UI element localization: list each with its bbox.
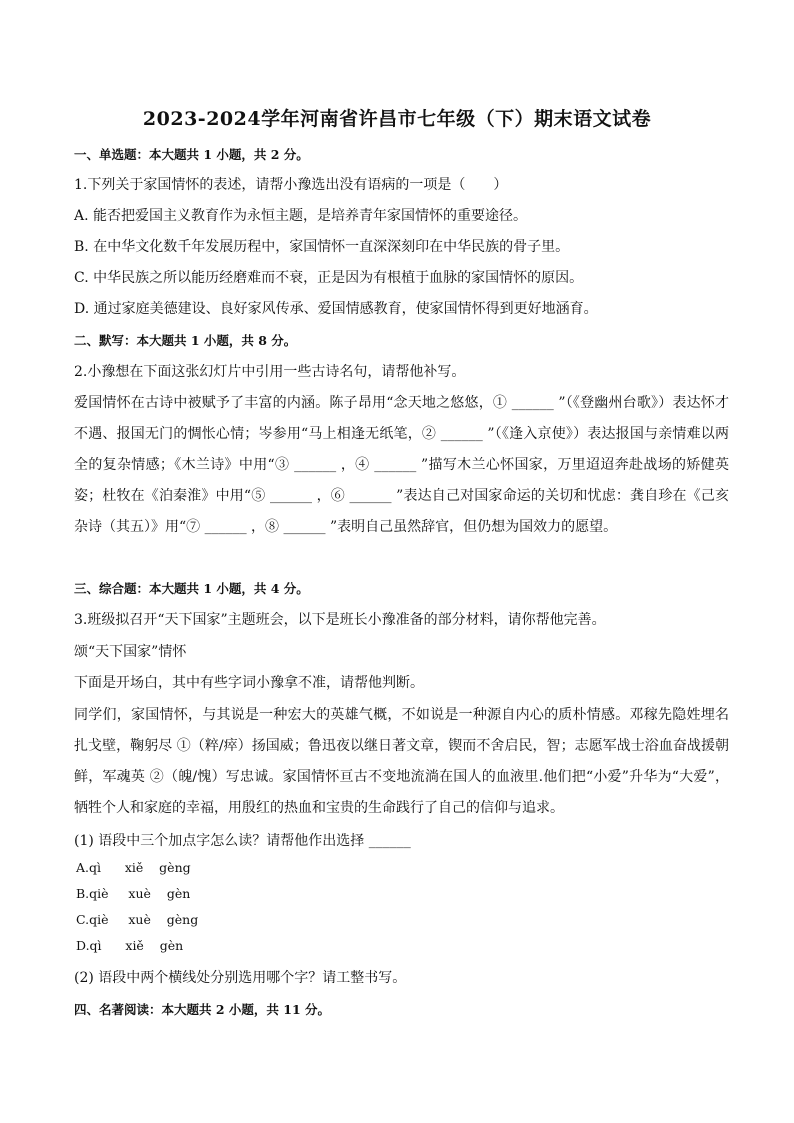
sub-1-option-b: B.qiè xuè gèn	[76, 886, 191, 901]
page-title: 2023-2024学年河南省许昌市七年级（下）期末语文试卷	[142, 108, 652, 130]
question-1-option-a: A. 能否把爱国主义教育作为永恒主题，是培养青年家国情怀的重要途径。	[74, 208, 528, 224]
section-2-header: 二、默写：本大题共 1 小题，共 8 分。	[74, 333, 297, 348]
question-1-option-d: D. 通过家庭美德建设、良好家风传承、爱国情感教育，使家国情怀得到更好地涵育。	[74, 301, 598, 317]
question-3-subtitle: 颂“天下国家”情怀	[74, 644, 187, 660]
question-3-intro: 下面是开场白，其中有些字词小豫拿不准，请帮他判断。	[74, 675, 424, 691]
question-2-text: 2.小豫想在下面这张幻灯片中引用一些古诗名句，请帮他补写。	[74, 364, 466, 380]
question-1-option-b: B. 在中华文化数千年发展历程中，家国情怀一直深深刻印在中华民族的骨子里。	[74, 239, 570, 255]
sub-1-option-c: C.qiè xuè gèng	[76, 912, 199, 927]
question-3-paragraph: 同学们，家国情怀，与其说是一种宏大的英雄气概，不如说是一种源自内心的质朴情感。邓稼先隐姓埋名扎戈壁，鞠躬尽 ①（粹/瘁）扬国威；鲁迅夜以继日著文章，锲而不舍启民，智；志愿军战士浴血奋战援朝鲜，军魂英 ②（魄/愧）写忠诚。家国情怀亘古不变地流淌在国人的血液里.他们把“小爱”升华为“大爱”，牺牲个人和家庭的幸福，用殷红的热血和宝贵的生命践行了自己的信仰与追求。	[74, 707, 729, 816]
section-3-header: 三、综合题：本大题共 1 小题，共 4 分。	[74, 581, 309, 596]
sub-1-option-d: D.qì xiě gèn	[76, 938, 184, 953]
section-1-header: 一、单选题：本大题共 1 小题，共 2 分。	[74, 147, 309, 162]
question-1-text: 1.下列关于家国情怀的表述，请帮小豫选出没有语病的一项是（ ）	[74, 177, 508, 193]
question-3-sub-2: (2) 语段中两个横线处分别选用哪个字？请工整书写。	[74, 970, 407, 986]
question-3-sub-1: (1) 语段中三个加点字怎么读？请帮他作出选择 ______	[74, 833, 411, 849]
question-1-option-c: C. 中华民族之所以能历经磨难而不衰，正是因为有根植于血脉的家国情怀的原因。	[74, 270, 584, 286]
sub-1-option-a: A.qì xiě gèng	[76, 860, 191, 875]
section-4-header: 四、名著阅读：本大题共 2 小题，共 11 分。	[74, 1002, 331, 1017]
question-2-paragraph: 爱国情怀在古诗中被赋予了丰富的内涵。陈子昂用“念天地之悠悠，① ______ ”（《登幽州台歌》）表达怀才不遇、报国无门的惆怅心情；岑参用“马上相逢无纸笔，② ______ ”（《逢入京使》）表达报国与亲情难以两全的复杂情感；《木兰诗》中用“③ ______ ，④ ______ ”描写木兰心怀国家，万里迢迢奔赴战场的矫健英姿；杜牧在《泊秦淮》中用“⑤ ______ ，⑥ ______ ”表达自己对国家命运的关切和忧虑：龚自珍在《己亥杂诗（其五）》用“⑦ ______ ，⑧ ______ ”表明自己虽然辞官，但仍想为国效力的愿望。	[74, 395, 729, 535]
question-3-text: 3.班级拟召开“天下国家”主题班会，以下是班长小豫准备的部分材料，请你帮他完善。	[74, 612, 606, 628]
